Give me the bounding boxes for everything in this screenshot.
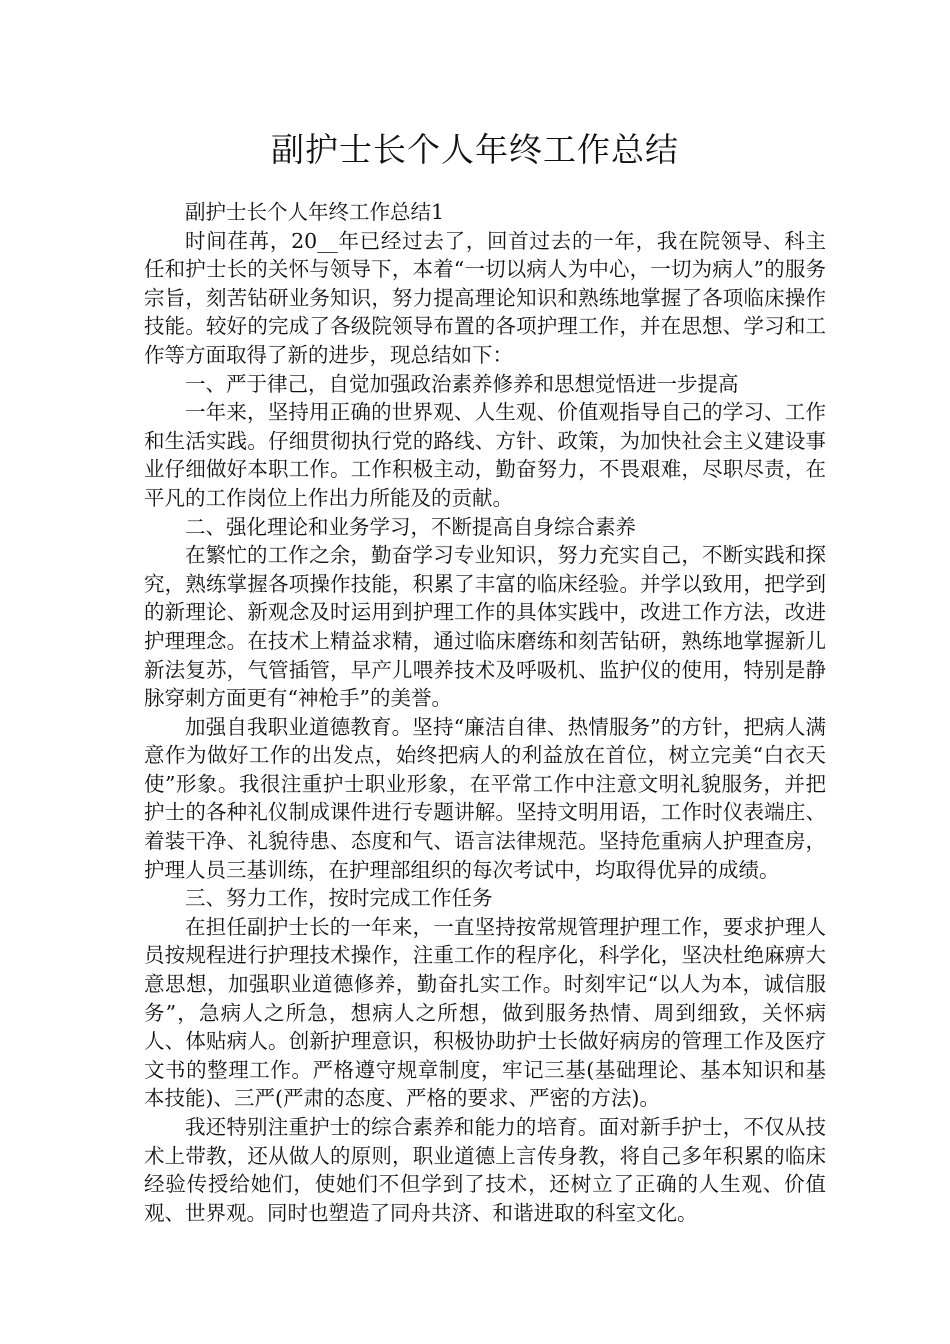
paragraph-subtitle: 副护士长个人年终工作总结1: [185, 200, 445, 224]
paragraph-section-2a: 在繁忙的工作之余，勤奋学习专业知识，努力充实自己，不断实践和探究，熟练掌握各项操作技能，积累了丰富的临床经验。并学以致用，把学到的新理论、新观念及时运用到护理工作的具体实践中，改进工作方法，改进护理理念。在技术上精益求精，通过临床磨练和刻苦钻研，熟练地掌握新儿新法复苏，气管插管，早产儿喂养技术及呼吸机、监护仪的使用，特别是静脉穿刺方面更有“神枪手”的美誉。: [144, 543, 826, 711]
paragraph-section-1: 一年来，坚持用正确的世界观、人生观、价值观指导自己的学习、工作和生活实践。仔细贯彻执行党的路线、方针、政策，为加快社会主义建设事业仔细做好本职工作。工作积极主动，勤奋努力，不畏艰难，尽职尽责，在平凡的工作岗位上作出力所能及的贡献。: [144, 400, 826, 510]
section-heading-2: 二、强化理论和业务学习，不断提高自身综合素养: [185, 514, 636, 539]
section-heading-1: 一、严于律己，自觉加强政治素养修养和思想觉悟进一步提高: [185, 371, 739, 396]
paragraph-section-3b: 我还特别注重护士的综合素养和能力的培育。面对新手护士，不仅从技术上带教，还从做人的原则，职业道德上言传身教，将自己多年积累的临床经验传授给她们，使她们不但学到了技术，还树立了正确的人生观、价值观、世界观。同时也塑造了同舟共济、和谐进取的科室文化。: [144, 1115, 826, 1225]
section-heading-3: 三、努力工作，按时完成工作任务: [185, 886, 493, 911]
paragraph-section-3a: 在担任副护士长的一年来，一直坚持按常规管理护理工作，要求护理人员按规程进行护理技术操作，注重工作的程序化，科学化，坚决杜绝麻痹大意思想，加强职业道德修养，勤奋扎实工作。时刻牢记“以人为本，诚信服务”，急病人之所急，想病人之所想，做到服务热情、周到细致，关怀病人、体贴病人。创新护理意识，积极协助护士长做好病房的管理工作及医疗文书的整理工作。严格遵守规章制度，牢记三基(基础理论、基本知识和基本技能)、三严(严肃的态度、严格的要求、严密的方法)。: [144, 914, 826, 1111]
document-body: [144, 198, 826, 1227]
paragraph-section-2b: 加强自我职业道德教育。坚持“廉洁自律、热情服务”的方针，把病人满意作为做好工作的出发点，始终把病人的利益放在首位，树立完美“白衣天使”形象。我很注重护士职业形象，在平常工作中注意文明礼貌服务，并把护士的各种礼仪制成课件进行专题讲解。坚持文明用语，工作时仪表端庄、着装干净、礼貌待患、态度和气、语言法律规范。坚持危重病人护理查房，护理人员三基训练，在护理部组织的每次考试中，均取得优异的成绩。: [144, 714, 826, 882]
paragraph-intro: 时间荏苒，20__年已经过去了，回首过去的一年，我在院领导、科主任和护士长的关怀与领导下，本着“一切以病人为中心，一切为病人”的服务宗旨，刻苦钻研业务知识，努力提高理论知识和熟练地掌握了各项临床操作技能。较好的完成了各级院领导布置的各项护理工作，并在思想、学习和工作等方面取得了新的进步，现总结如下：: [144, 228, 826, 367]
document-title: 副护士长个人年终工作总结: [271, 130, 679, 169]
